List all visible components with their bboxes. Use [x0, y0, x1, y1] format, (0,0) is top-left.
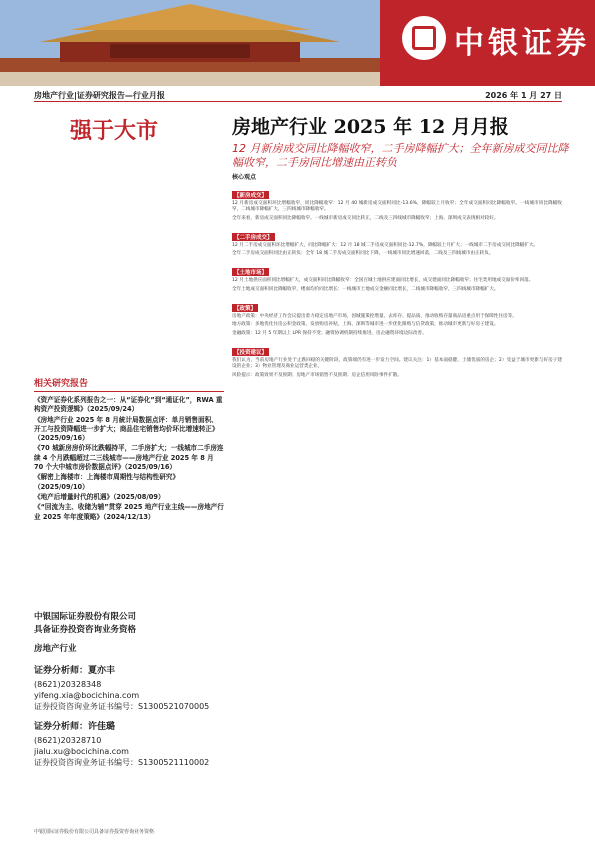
- report-date: 2026 年 1 月 27 日: [485, 91, 562, 100]
- bank-of-china-logo-icon: [402, 16, 446, 60]
- risk-warning: 风险提示：政策效果不及预期；房地产市场销售不及预期；房企信用风险事件扩散。: [232, 372, 402, 378]
- industry-rating: 强于大市: [69, 118, 158, 144]
- related-report-item[interactable]: 《地产后增量时代的机遇》（2025/08/09）: [34, 492, 165, 501]
- analyst-phone: (8621)20328348: [34, 680, 102, 689]
- report-title: 房地产行业 2025 年 12 月月报: [232, 116, 509, 138]
- analyst-name: 证券分析师：许佳璐: [34, 722, 116, 732]
- related-reports: [34, 376, 224, 523]
- sector-name: 房地产行业: [34, 644, 77, 654]
- analyst-phone: (8621)20328710: [34, 736, 102, 745]
- body-paragraph: 房地产政策：中央经济工作会议提出着力稳定房地产市场，因城施策控增量、去库存、提品质，推动收购存量商品房重点用于保障性住房等。: [232, 314, 517, 320]
- report-subtitle: 12 月新房成交同比降幅收窄，二手房降幅扩大；全年新房成交同比降幅收窄，二手房同比增速由正转负: [232, 142, 569, 169]
- report-category: 房地产行业|证券研究报告—行业月报: [34, 91, 165, 100]
- body-paragraph: 12 月土地供应面积同比增幅扩大，成交面积同比降幅收窄：全国百城土地供应建面同比增长，成交建面同比降幅收窄；住宅类用地成交溢价率回落。: [232, 278, 534, 284]
- analyst-name: 证券分析师：夏亦丰: [34, 666, 116, 676]
- org-name: 中银国际证券股份有限公司: [34, 612, 137, 622]
- analyst-email[interactable]: jialu.xu@bocichina.com: [34, 747, 129, 756]
- divider: [34, 101, 562, 102]
- report-meta-bar: [34, 88, 562, 102]
- report-body: [232, 172, 562, 832]
- analyst-card: [34, 722, 224, 768]
- body-paragraph: 地方政策：多地优化住房公积金政策、发放购房补贴，上海、深圳等城市进一步优化限购与信贷政策，推动城市更新与好房子建设。: [232, 322, 499, 328]
- section-heading: 【政策】: [234, 306, 257, 313]
- analyst-cert: 证券投资咨询业务证书编号：S1300521070005: [34, 702, 210, 711]
- body-paragraph: 全年土地成交面积同比降幅收窄，楼面均价同比增长：一线城市土地成交金额同比增长，二线城市降幅收窄，三四线城市降幅扩大。: [232, 286, 499, 292]
- forbidden-city-image: [0, 0, 380, 86]
- body-paragraph: 12 月二手房成交面积环比增幅扩大，同比降幅扩大：12 月 18 城二手房成交面积同比-12.7%，降幅较上月扩大；一线城市二手房成交同比降幅扩大。: [232, 242, 539, 248]
- related-report-item[interactable]: 《解密上海楼市：上海楼市周期性与结构性研究》（2025/09/10）: [34, 473, 180, 491]
- analyst-email[interactable]: yifeng.xia@bocichina.com: [34, 691, 140, 700]
- section-heading: 【土地市场】: [234, 270, 268, 277]
- body-paragraph: 金融政策：12 月 5 年期以上 LPR 保持不变；融资协调机制持续推进，房企融资环境边际改善。: [232, 330, 427, 336]
- body-paragraph: 全年二手房成交面积同比由正转负：全年 18 城二手房成交面积同比下降，一线城市同比增速回落，二线及三四线城市由正转负。: [232, 251, 494, 257]
- section-heading: 【新房成交】: [234, 193, 268, 199]
- section-heading: 【投资建议】: [234, 349, 268, 356]
- cover-banner: [0, 0, 595, 86]
- related-reports-title: 相关研究报告: [34, 376, 224, 392]
- body-paragraph: 我们认为，当前房地产行业处于止跌回稳的关键阶段，政策端仍有进一步发力空间。建议关注：1）基本面稳健、土储优质的房企；2）受益于城市更新与好房子建设的企业；3）物业管理及商业运营类企业。: [232, 357, 562, 370]
- org-qualification: 具备证券投资咨询业务资格: [34, 625, 137, 635]
- related-report-item[interactable]: 《“回流为主、收储为辅”贯穿 2025 地产行业主线——房地产行业 2025 年年度策略》（2024/12/13）: [34, 503, 224, 521]
- analyst-card: [34, 666, 224, 712]
- analyst-cert: 证券投资咨询业务证书编号：S1300521110002: [34, 758, 210, 767]
- page-footer: 中银国际证券股份有限公司具备证券投资咨询业务资格: [34, 829, 155, 835]
- key-points-heading: 核心观点: [232, 174, 257, 181]
- body-paragraph: 全年来看，新房成交面积同比降幅收窄。一线城市新房成交同比转正，二线及三四线城市降幅收窄；上海、深圳成交表现相对较好。: [232, 215, 499, 221]
- brand-block: [380, 0, 595, 86]
- body-paragraph: 12 月新房成交面积环比增幅收窄，同比降幅收窄：12 月 40 城新房成交面积同比-13.6%，降幅较上月收窄；全年成交面积同比降幅收窄。一线城市同比降幅收窄，二线城市降幅扩大，三四线城市降幅收窄。: [232, 201, 562, 213]
- related-report-item[interactable]: 《房地产行业 2025 年 8 月統计局数据点评：单月销售面积、开工与投资降幅进一步扩大；商品住宅销售均价环比增速转正》（2025/09/16）: [34, 415, 219, 443]
- section-heading: 【二手房成交】: [234, 234, 273, 241]
- org-info: [34, 611, 224, 656]
- related-report-item[interactable]: 《资产证券化系列报告之一：从“证券化”到“通证化”，RWA 重构资产投资逻辑》（2025/09/24）: [34, 396, 223, 414]
- related-report-item[interactable]: 《70 城新房房价环比跌幅持平，二手房扩大；一线城市二手房连续 4 个月跌幅超过二三线城市——房地产行业 2025 年 8 月 70 个大中城市房价数据点评》（2025/09/16）: [34, 444, 224, 472]
- brand-name: 中银证券: [454, 26, 590, 61]
